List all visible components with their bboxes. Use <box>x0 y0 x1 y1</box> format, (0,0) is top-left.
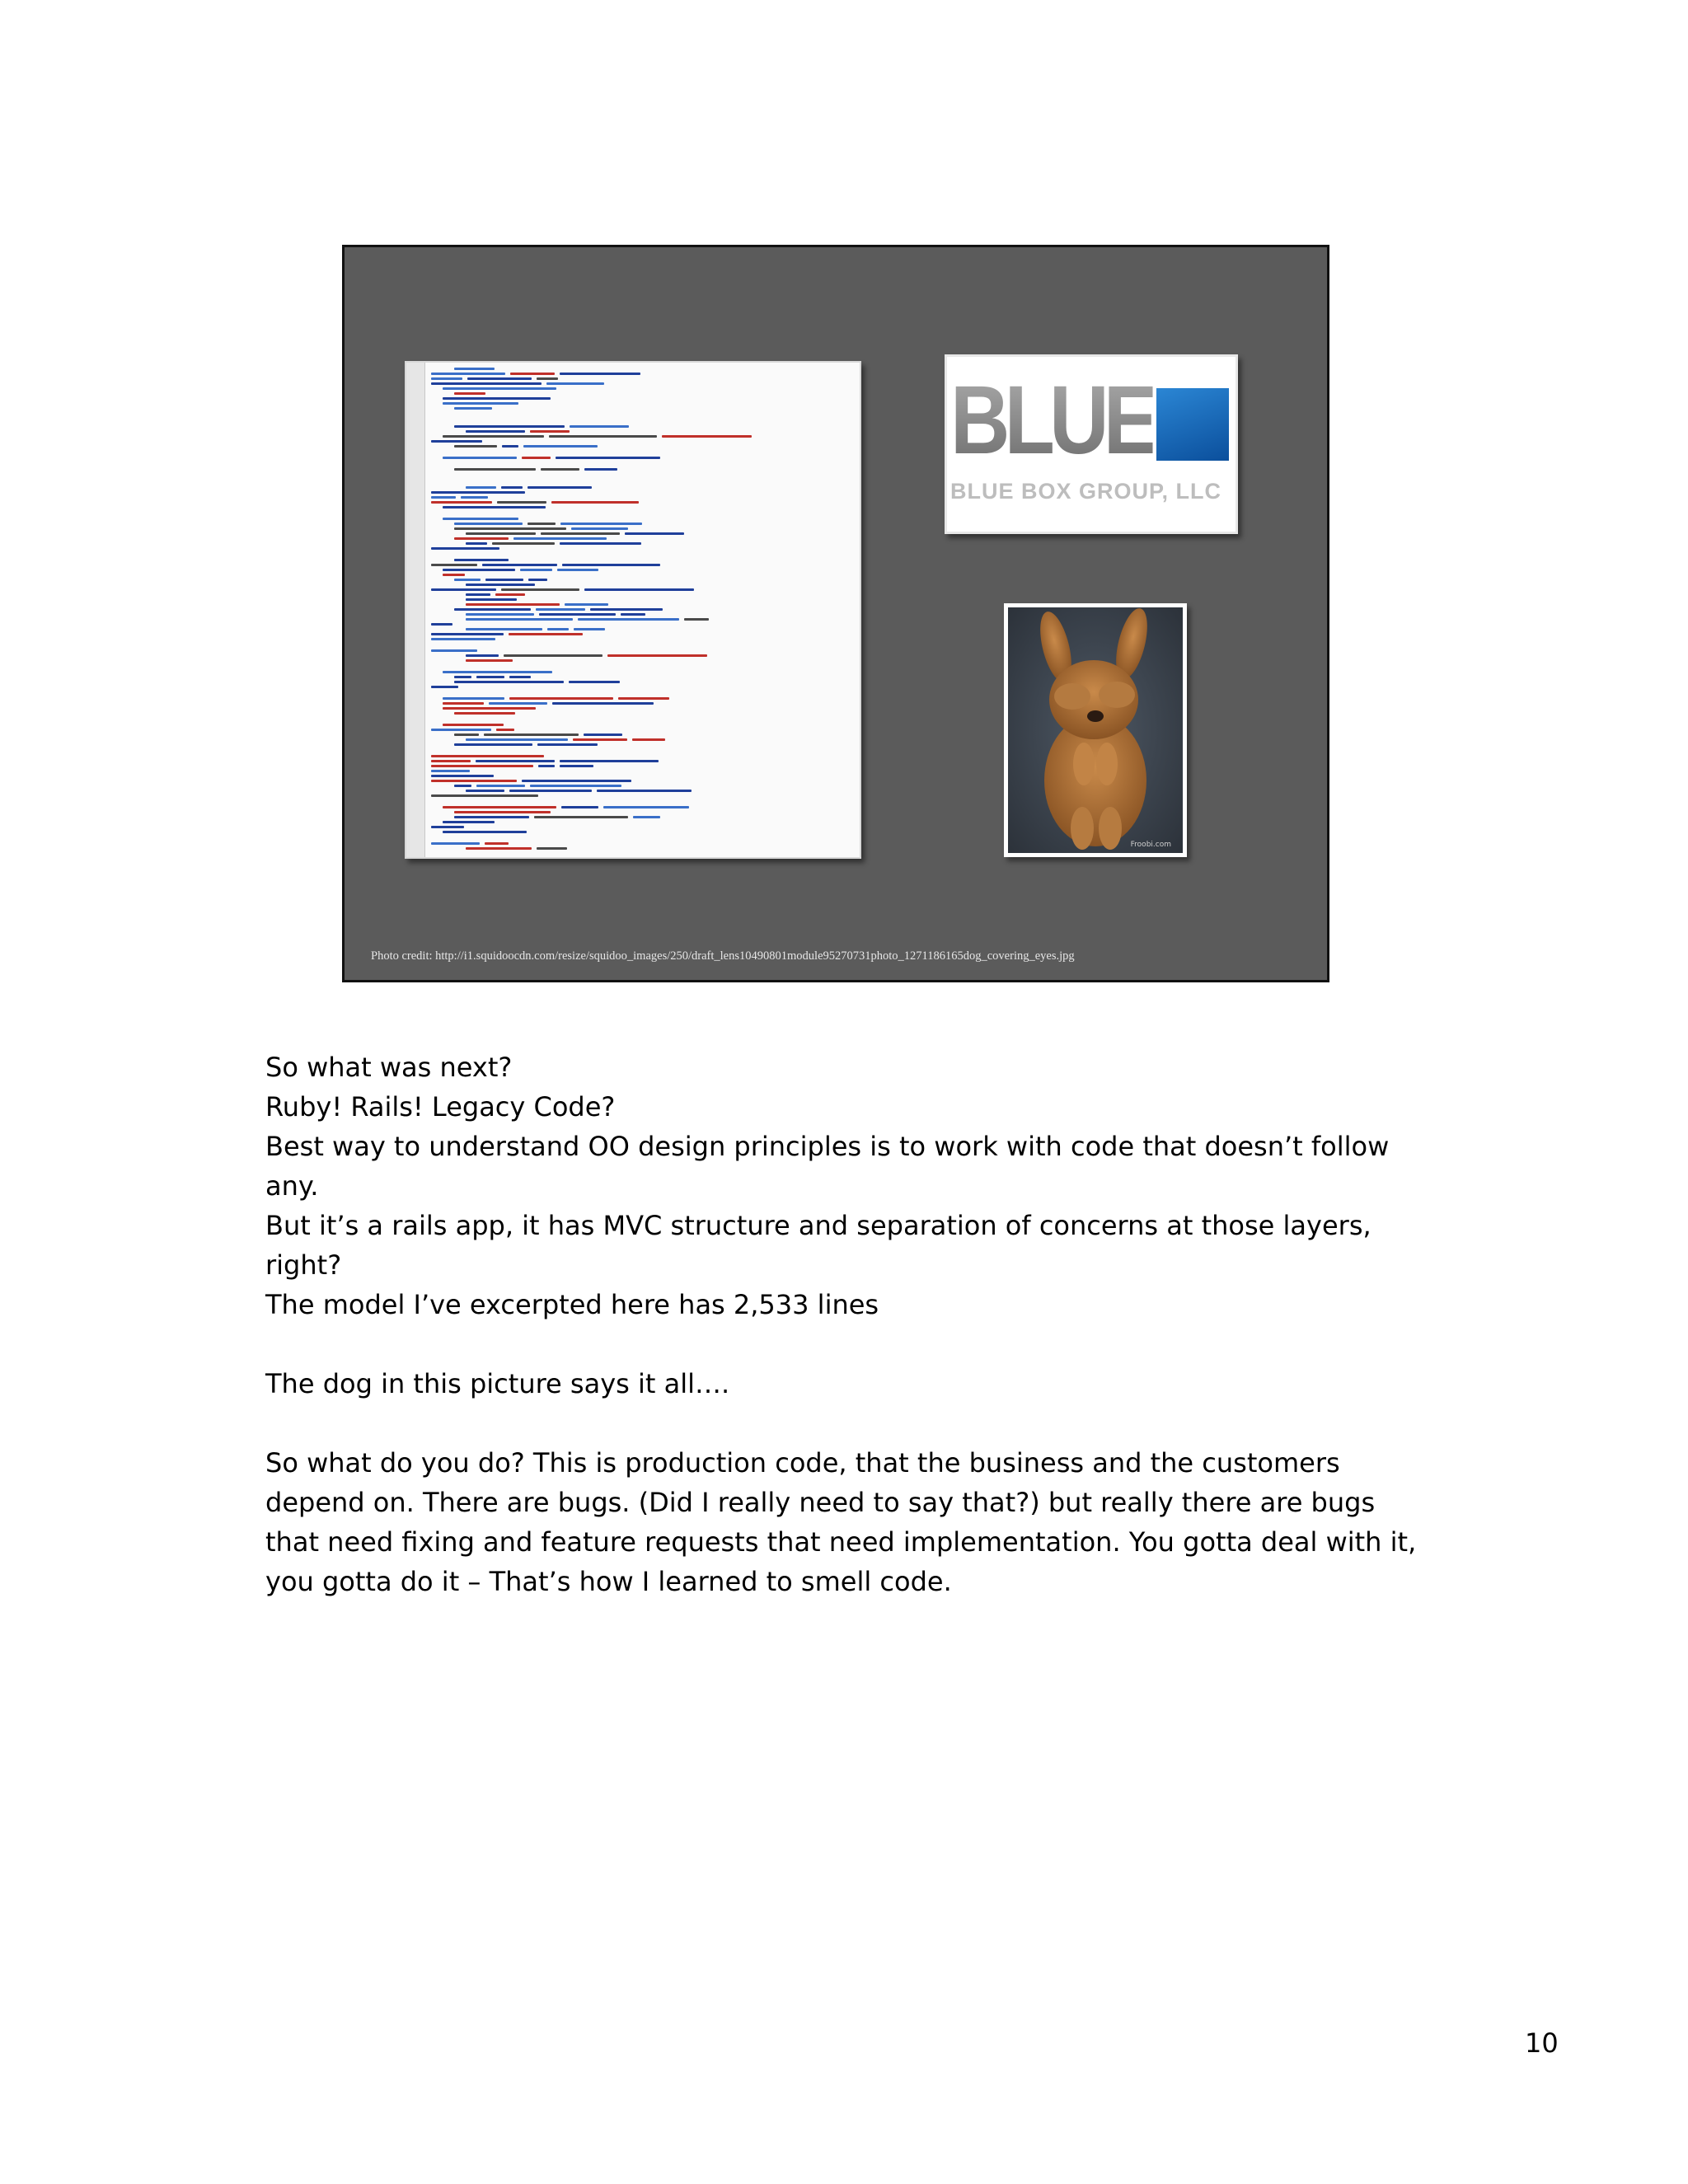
code-line-mark <box>541 468 579 471</box>
code-line-mark <box>501 588 579 591</box>
code-line-mark <box>443 506 546 509</box>
slide-thumbnail <box>342 245 1329 982</box>
code-line-mark <box>560 373 640 375</box>
code-line-mark <box>431 547 499 550</box>
code-line-mark <box>443 435 544 438</box>
code-line-mark <box>538 765 555 767</box>
dog-covering-eyes-image <box>1008 607 1183 853</box>
code-line-mark <box>565 603 608 606</box>
code-line-mark <box>590 608 663 611</box>
code-line-mark <box>528 486 592 489</box>
code-line-mark <box>584 468 617 471</box>
code-line-mark <box>466 598 517 601</box>
notes-spacer <box>265 1404 1436 1443</box>
code-line-mark <box>607 654 707 657</box>
code-line-mark <box>443 397 551 400</box>
notes-line: So what do you do? This is production code, that the business and the customers depend on. There are bugs. (Did I really need to say that?) but really there are bugs that need fixing and feature requests that need implementation. You gotta deal with it, you gotta do it – That’s how I learned to smell code. <box>265 1447 1417 1597</box>
code-line-mark <box>431 729 491 731</box>
code-line-mark <box>466 542 487 545</box>
code-line-mark <box>509 676 531 678</box>
code-line-mark <box>561 806 598 808</box>
code-line-mark <box>431 440 482 443</box>
logo-subtitle: BLUE BOX GROUP, LLC <box>950 479 1222 504</box>
code-line-mark <box>454 579 481 581</box>
code-line-mark <box>443 387 556 390</box>
code-line-mark <box>443 402 518 405</box>
code-line-mark <box>560 765 593 767</box>
code-line-mark <box>431 588 496 591</box>
code-line-mark <box>584 588 694 591</box>
code-line-mark <box>633 816 660 818</box>
code-line-mark <box>454 811 551 813</box>
code-line-mark <box>443 671 552 673</box>
code-line-mark <box>466 847 532 850</box>
code-line-mark <box>522 457 551 459</box>
code-line-mark <box>621 613 645 616</box>
dog-watermark: Froobi.com <box>1130 841 1171 849</box>
code-line-mark <box>431 501 492 504</box>
code-line-mark <box>431 755 544 757</box>
code-line-mark <box>431 564 477 566</box>
code-line-mark <box>497 501 546 504</box>
code-line-mark <box>431 794 538 797</box>
code-line-mark <box>431 623 452 626</box>
code-line-mark <box>431 373 505 375</box>
code-line-mark <box>528 523 556 525</box>
code-line-mark <box>443 831 527 833</box>
code-line-mark <box>520 569 552 571</box>
notes-spacer <box>265 1324 1436 1364</box>
code-line-mark <box>431 377 462 380</box>
code-line-mark <box>549 435 657 438</box>
code-line-mark <box>496 729 514 731</box>
code-line-mark <box>509 633 583 635</box>
logo-word: BLUE <box>950 366 1153 475</box>
code-line-mark <box>537 377 558 380</box>
code-screenshot <box>405 361 861 859</box>
code-line-mark <box>431 649 477 652</box>
code-line-mark <box>431 382 542 385</box>
code-line-mark <box>513 537 607 540</box>
code-line-mark <box>539 613 616 616</box>
code-line-mark <box>466 659 513 662</box>
code-line-mark <box>578 618 679 621</box>
code-line-mark <box>443 697 504 700</box>
code-line-mark <box>454 523 523 525</box>
code-line-mark <box>530 785 621 787</box>
code-line-mark <box>560 542 641 545</box>
code-line-mark <box>551 501 639 504</box>
code-line-mark <box>443 806 556 808</box>
code-line-mark <box>537 743 598 746</box>
code-line-mark <box>552 702 654 705</box>
code-line-mark <box>523 445 598 448</box>
code-line-mark <box>476 760 555 762</box>
code-line-mark <box>443 457 517 459</box>
code-line-mark <box>618 697 669 700</box>
code-line-mark <box>466 603 560 606</box>
code-line-mark <box>443 821 495 823</box>
code-line-mark <box>461 496 488 499</box>
code-line-mark <box>570 425 629 428</box>
code-line-mark <box>443 574 465 576</box>
code-line-mark <box>484 733 579 736</box>
code-line-mark <box>509 697 613 700</box>
code-line-mark <box>530 430 570 433</box>
dog-photo <box>1004 603 1187 857</box>
code-line-mark <box>546 382 604 385</box>
code-lines <box>431 368 853 852</box>
code-line-mark <box>431 491 525 494</box>
code-line-mark <box>466 738 568 741</box>
code-line-mark <box>466 790 504 792</box>
code-line-mark <box>603 806 689 808</box>
code-line-mark <box>504 654 603 657</box>
code-line-mark <box>466 532 536 535</box>
code-line-mark <box>492 542 555 545</box>
code-line-mark <box>454 785 471 787</box>
code-line-mark <box>502 445 518 448</box>
code-line-mark <box>482 564 557 566</box>
code-line-mark <box>489 702 547 705</box>
code-line-mark <box>466 618 573 621</box>
code-line-mark <box>485 842 509 845</box>
code-line-mark <box>466 593 490 596</box>
code-line-mark <box>454 559 509 561</box>
code-line-mark <box>431 686 458 688</box>
code-line-mark <box>454 816 529 818</box>
code-line-mark <box>466 628 542 630</box>
code-line-mark <box>632 738 665 741</box>
code-line-mark <box>571 527 628 530</box>
code-line-mark <box>431 760 471 762</box>
notes-line: The dog in this picture says it all…. <box>265 1368 730 1399</box>
code-line-mark <box>454 537 509 540</box>
code-line-mark <box>431 775 494 777</box>
code-line-mark <box>466 613 534 616</box>
code-line-mark <box>443 707 536 710</box>
notes-line: The model I’ve excerpted here has 2,533 lines <box>265 1289 879 1320</box>
notes-line: But it’s a rails app, it has MVC structure and separation of concerns at those layers, right? <box>265 1210 1372 1281</box>
code-line-mark <box>431 826 464 828</box>
code-gutter <box>406 363 425 857</box>
code-line-mark <box>454 468 536 471</box>
code-line-mark <box>454 681 564 683</box>
code-line-mark <box>454 733 479 736</box>
logo-square-icon <box>1156 388 1229 461</box>
code-line-mark <box>431 496 456 499</box>
code-line-mark <box>562 564 660 566</box>
code-line-mark <box>597 790 692 792</box>
code-line-mark <box>537 847 567 850</box>
code-line-mark <box>573 738 627 741</box>
code-line-mark <box>466 430 525 433</box>
code-line-mark <box>485 579 523 581</box>
code-line-mark <box>431 780 517 782</box>
code-line-mark <box>536 608 585 611</box>
code-line-mark <box>454 368 495 370</box>
code-line-mark <box>443 518 518 520</box>
code-line-mark <box>431 842 480 845</box>
code-line-mark <box>584 733 622 736</box>
page-number: 10 <box>1525 2027 1559 2059</box>
code-line-mark <box>534 816 628 818</box>
speaker-notes <box>265 1047 1436 1601</box>
code-line-mark <box>501 486 523 489</box>
code-line-mark <box>454 527 566 530</box>
code-line-mark <box>547 628 569 630</box>
code-line-mark <box>454 712 515 715</box>
code-line-mark <box>495 593 525 596</box>
code-line-mark <box>509 790 592 792</box>
code-line-mark <box>560 523 642 525</box>
code-line-mark <box>466 486 496 489</box>
code-line-mark <box>443 569 515 571</box>
code-line-mark <box>467 377 532 380</box>
code-line-mark <box>625 532 684 535</box>
code-line-mark <box>443 724 504 726</box>
code-line-mark <box>454 676 471 678</box>
code-line-mark <box>510 373 555 375</box>
notes-line: Best way to understand OO design principles is to work with code that doesn’t follow any. <box>265 1131 1390 1202</box>
code-line-mark <box>569 681 620 683</box>
photo-credit: Photo credit: http://i1.squidoocdn.com/resize/squidoo_images/250/draft_lens10490801module95270731photo_1271186165dog_covering_eyes.jpg <box>371 949 1075 963</box>
code-line-mark <box>684 618 709 621</box>
code-line-mark <box>466 654 499 657</box>
code-line-mark <box>541 532 620 535</box>
code-line-mark <box>466 583 535 586</box>
code-line-mark <box>454 425 565 428</box>
code-line-mark <box>431 770 470 772</box>
code-line-mark <box>476 676 504 678</box>
code-line-mark <box>557 569 598 571</box>
code-line-mark <box>431 765 533 767</box>
code-line-mark <box>454 445 497 448</box>
code-line-mark <box>454 743 532 746</box>
notes-line: So what was next? <box>265 1052 513 1083</box>
code-line-mark <box>443 702 484 705</box>
code-line-mark <box>431 633 504 635</box>
code-line-mark <box>574 628 605 630</box>
code-line-mark <box>454 392 485 395</box>
blue-box-logo <box>945 354 1238 534</box>
code-line-mark <box>522 780 631 782</box>
code-line-mark <box>454 608 531 611</box>
code-line-mark <box>476 785 525 787</box>
code-line-mark <box>528 579 547 581</box>
code-line-mark <box>662 435 752 438</box>
notes-line: Ruby! Rails! Legacy Code? <box>265 1091 616 1122</box>
code-line-mark <box>556 457 660 459</box>
code-line-mark <box>560 760 659 762</box>
code-line-mark <box>454 407 492 410</box>
code-line-mark <box>431 638 495 640</box>
